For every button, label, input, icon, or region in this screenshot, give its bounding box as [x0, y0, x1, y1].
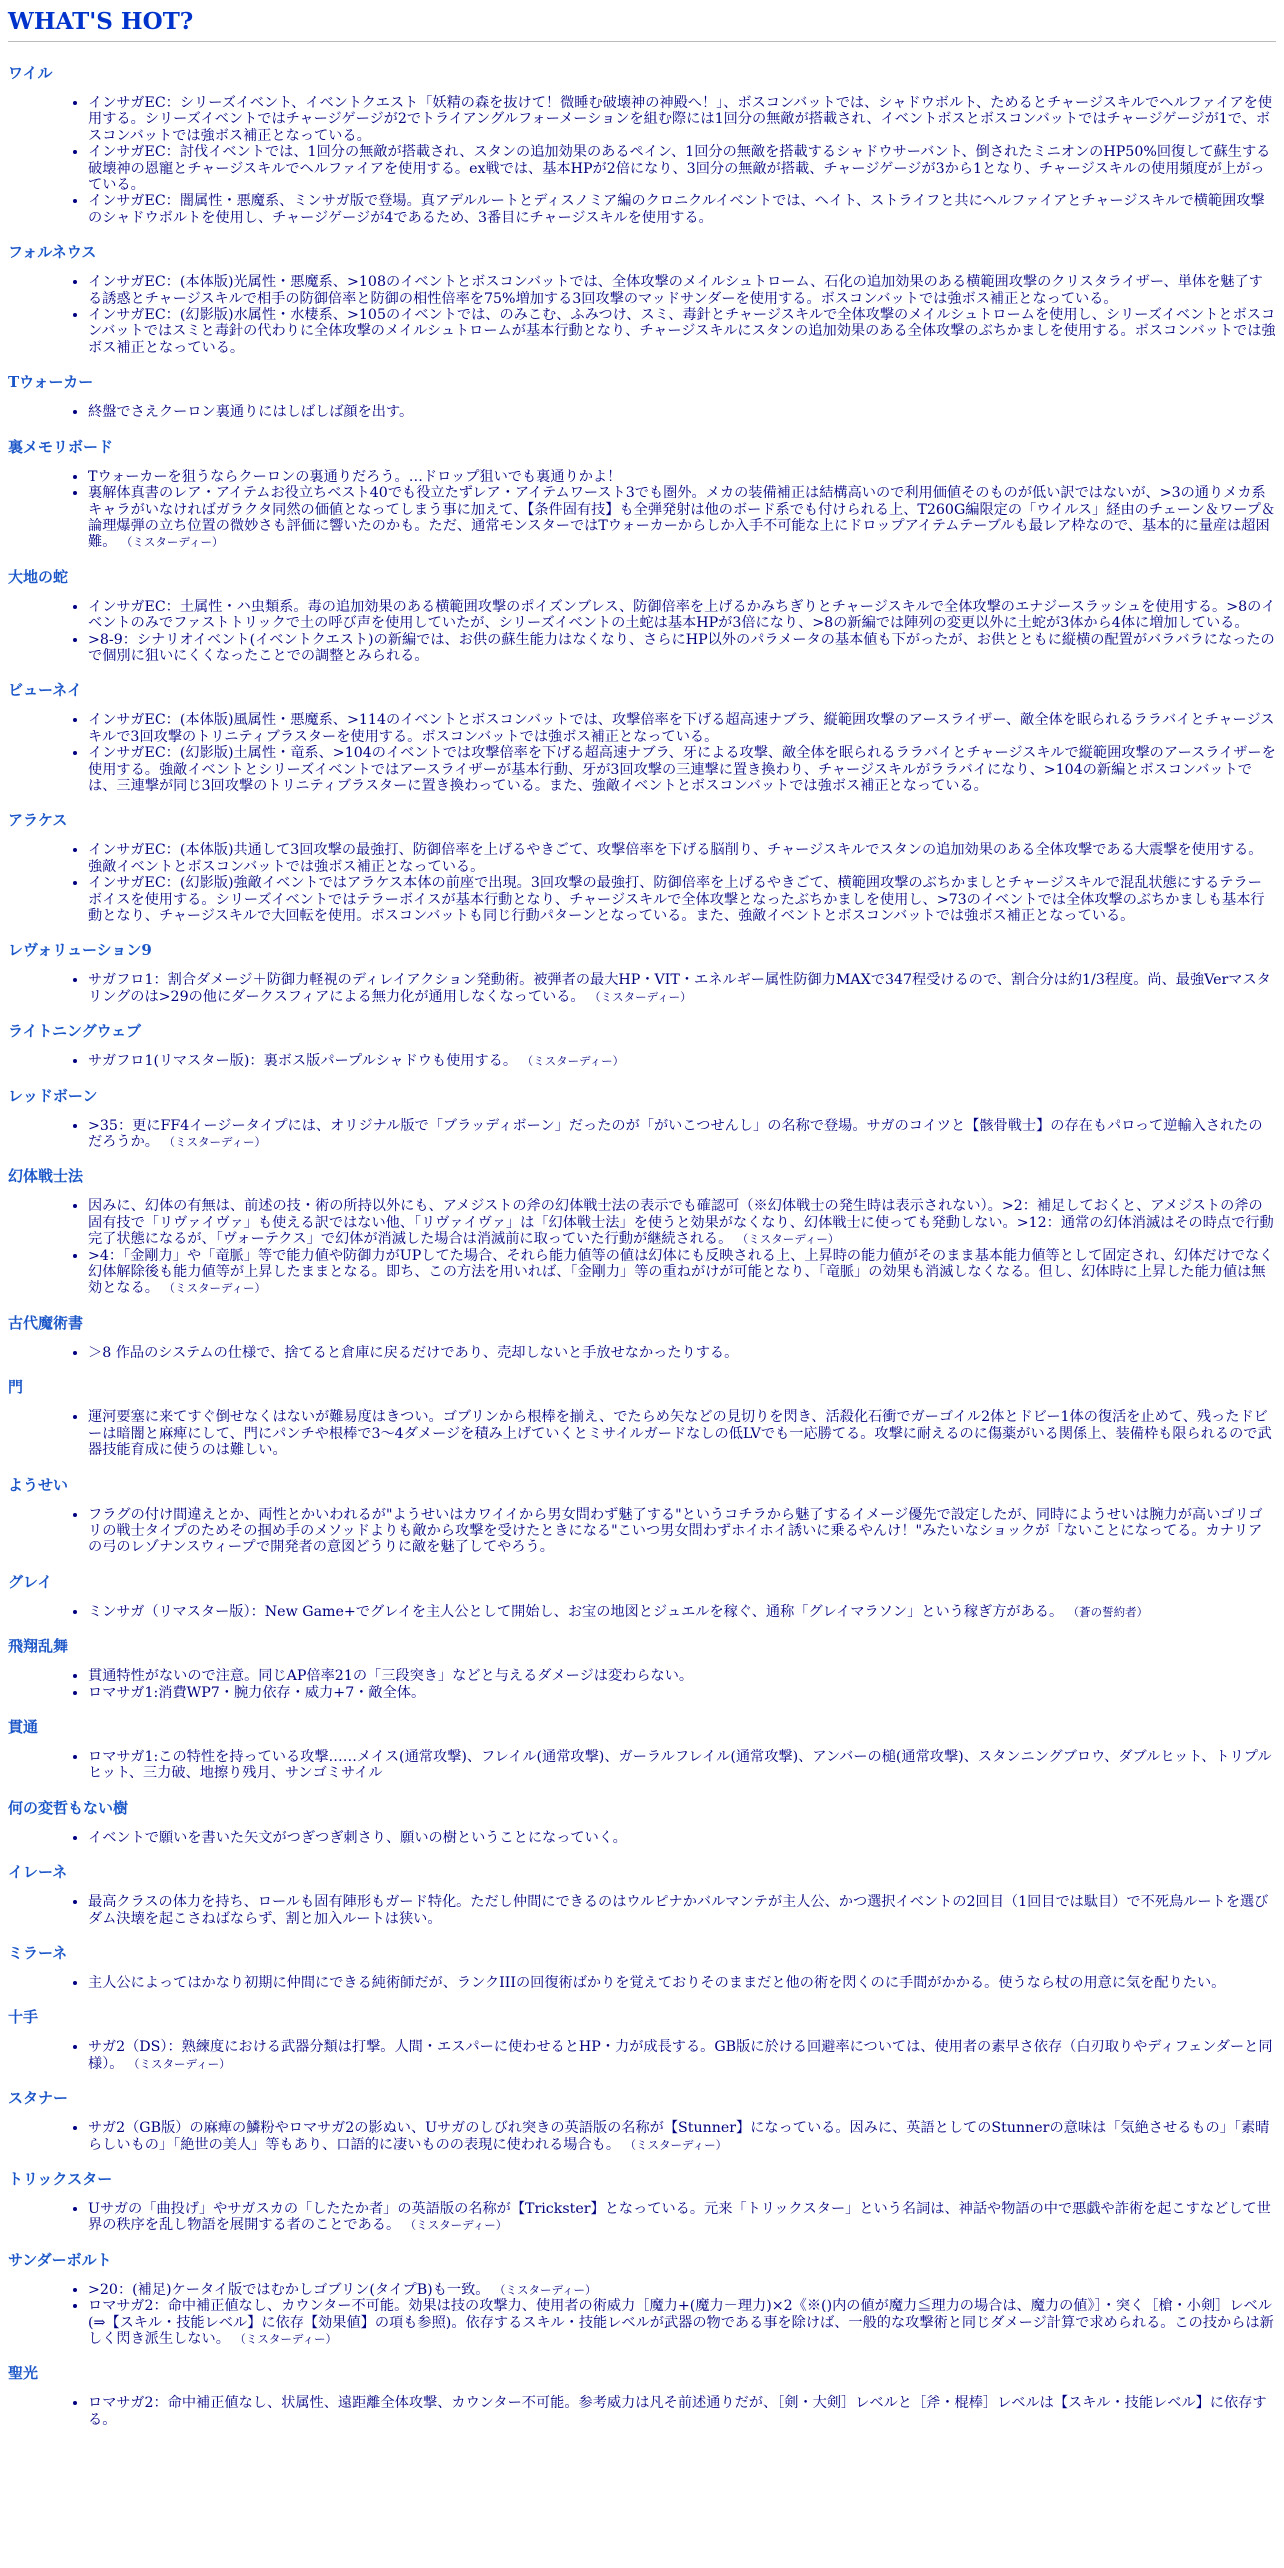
- section-heading-link[interactable]: 飛翔乱舞: [8, 1637, 69, 1656]
- article-section: [8, 1378, 1276, 1458]
- comment-item: [88, 1053, 1276, 1069]
- comment-item: [88, 1749, 1276, 1782]
- comment-text: サガ2（GB版）の麻痺の鱗粉やロマサガ2の影ぬい、Uサガのしびれ突きの英語版の名称が【Stunner】になっている。因みに、英語としてのStunnerの意味は「気絶させるもの」「素晴らしいもの」「絶世の美人」等もあり、口語的に凄いものの表現に使われる場合も。: [88, 2120, 1270, 2153]
- comment-author: （ミスターディー）: [404, 2218, 508, 2233]
- section-heading-link[interactable]: 幻体戦士法: [8, 1167, 84, 1186]
- comment-text: イベントで願いを書いた矢文がつぎつぎ刺さり、願いの樹ということになっていく。: [88, 1829, 627, 1846]
- comment-item: [88, 1118, 1276, 1151]
- comment-author: （ミスターディー）: [521, 1054, 625, 1069]
- section-heading-link[interactable]: 聖光: [8, 2364, 39, 2383]
- article-section: [8, 1863, 1276, 1927]
- comment-list: [8, 972, 1276, 1005]
- comment-item: [88, 745, 1276, 794]
- comment-text: インサガEC：(幻影版)水属性・水棲系、>105のイベントでは、のみこむ、ふみつけ、スミ、毒針とチャージスキルで全体攻撃のメイルシュトロームを使用し、シリーズイベントとボスコンバットではスミと毒針の代わりに全体攻撃のメイルシュトロームが基本行動となり、チャージスキルにスタンの追加効果のある全体攻撃のぶちかましを使用する。ボスコンバットでは強ボス補正となっている。: [88, 307, 1276, 356]
- article-section: [8, 2170, 1276, 2234]
- comment-item: [88, 144, 1276, 193]
- comment-list: [8, 2120, 1276, 2153]
- article-section: [8, 1087, 1276, 1151]
- comment-author: （ミスターディー）: [736, 1232, 840, 1247]
- comment-item: [88, 193, 1276, 226]
- comment-text: ロマサガ1:消費WP7・腕力依存・威力+7・敵全体。: [88, 1684, 426, 1701]
- comment-text: インサガEC：(幻影版)強敵イベントではアラケス本体の前座で出現。3回攻撃の最強打、防御倍率を上げるやきごて、横範囲攻撃のぶちかましとチャージスキルで混乱状態にするテラーボイスを使用する。シリーズイベントではテラーボイスが基本行動となり、チャージスキルで全体攻撃となったぶちかましを使用し、>73のイベントでは全体攻撃のぶちかましも基本行動となり、チャージスキルで大回転を使用。ボスコンバットも同じ行動パターンとなっている。また、強敵イベントとボスコンバットでは強ボス補正となっている。: [88, 875, 1265, 924]
- article-section: [8, 941, 1276, 1005]
- article-section: [8, 568, 1276, 665]
- comment-item: [88, 632, 1276, 665]
- comment-list: [8, 274, 1276, 356]
- section-heading-link[interactable]: ワイル: [8, 64, 53, 82]
- article-section: [8, 1799, 1276, 1846]
- comment-item: [88, 307, 1276, 356]
- comment-item: [88, 1685, 1276, 1701]
- section-heading-link[interactable]: 十手: [8, 2008, 39, 2027]
- comment-item: [88, 469, 1276, 485]
- comment-list: [8, 1198, 1276, 1296]
- comment-list: [8, 712, 1276, 794]
- comment-item: [88, 2298, 1276, 2347]
- section-heading-link[interactable]: 門: [8, 1378, 24, 1397]
- comment-list: [8, 1507, 1276, 1556]
- article-section: [8, 373, 1276, 420]
- comment-item: [88, 1345, 1276, 1361]
- comment-text: ロマサガ2：命中補正値なし、状属性、遠距離全体攻撃、カウンター不可能。参考威力は凡そ前述通りだが、［剣・大剣］レベルと［斧・棍棒］レベルは【スキル・技能レベル】に依存する。: [88, 2395, 1267, 2428]
- comment-text: サガ2（DS）：熟練度における武器分類は打撃。人間・エスパーに使わせるとHP・力が成長する。GB版に於ける回避率については、使用者の素早さ依存（白刃取りやディフェンダーと同様）。: [88, 2039, 1273, 2072]
- section-heading-link[interactable]: サンダーボルト: [8, 2250, 112, 2269]
- comment-text: 運河要塞に来てすぐ倒せなくはないが難易度はきつい。ゴブリンから根棒を揃え、でたらめ矢などの見切りを閃き、活殺化石衝でガーゴイル2体とドビー1体の復活を止めて、残ったドビーは暗闇と麻痺にして、門にパンチや根棒で3〜4ダメージを積み上げていくとミサイルガードなしの低LVでも一応勝てる。攻撃に耐えるのに傷薬がいる関係上、装備枠も限られるので武器技能育成に使うのは難しい。: [88, 1409, 1272, 1459]
- comment-item: [88, 274, 1276, 307]
- article-section: [8, 2364, 1276, 2428]
- comment-author: （ミスターディー）: [589, 989, 692, 1004]
- article-section: [8, 1718, 1276, 1782]
- comment-text: ＞8 作品のシステムの仕様で、捨てると倉庫に戻るだけであり、売却しないと手放せなかったりする。: [88, 1344, 739, 1361]
- comment-list: [8, 599, 1276, 665]
- comment-text: インサガEC：(本体版)風属性・悪魔系、>114のイベントとボスコンバットでは、攻撃倍率を下げる超高速ナブラ、縦範囲攻撃のアースライザー、敵全体を眠られるララバイとチャージスキルで3回攻撃のトリニティブラスターを使用する。ボスコンバットでは強ボス補正となっている。: [88, 712, 1275, 745]
- section-heading-link[interactable]: アラケス: [8, 811, 68, 830]
- comment-text: >35：更にFF4イージータイプには、オリジナル版で「ブラッディボーン」だったのが「がいこつせんし」の名称で登場。サガのコイツと【骸骨戦士】の存在もパロって逆輸入されたのだろうか。: [88, 1117, 1263, 1151]
- comment-item: [88, 875, 1276, 924]
- article-section: [8, 64, 1276, 226]
- comment-text: 主人公によってはかなり初期に仲間にできる純術師だが、ランクIIIの回復術ばかりを覚えておりそのままだと他の術を閃くのに手間がかかる。使うなら杖の用意に気を配りたい。: [88, 1974, 1226, 1991]
- comment-text: >4：「金剛力」や「竜脈」等で能力値や防御力がUPしてた場合、それら能力値等の値は幻体にも反映される上、上昇時の能力値がそのまま基本能力値等として固定され、幻体だけでなく幻体解除後も能力値等が上昇したままとなる。即ち、この方法を用いれば、「金剛力」等の重ねがけが可能となり、「竜脈」の効果も消滅しなくなる。但し、幻体時に上昇した能力値は無効となる。: [88, 1247, 1274, 1297]
- comment-list: [8, 95, 1276, 226]
- comment-author: （ミスターディー）: [624, 2137, 728, 2152]
- comment-item: [88, 2282, 1276, 2298]
- section-heading-link[interactable]: スタナー: [8, 2089, 69, 2108]
- comment-item: [88, 599, 1276, 632]
- comment-list: [8, 1830, 1276, 1846]
- comment-text: ロマサガ2：命中補正値なし、カウンター不可能。効果は技の攻撃力、使用者の術威力［魔力+(魔力－理力)×2《※()内の値が魔力≦理力の場合は、魔力の値》］・突く［槍・小剣］レベル(⇒【スキル・技能レベル】に依存【効果値】の項も参照)。依存するスキル・技能レベルが武器の物である事を除けば、一般的な攻撃術と同じダメージ計算で求められる。この技からは新しく閃き派生しない。: [88, 2298, 1274, 2348]
- article-section: [8, 1637, 1276, 1701]
- comment-text: >20：(補足)ケータイ版ではむかしゴブリン(タイプB)も一致。: [88, 2281, 490, 2298]
- comment-text: フラグの付け間違えとか、両性とかいわれるが"ようせいはカワイイから男女問わず魅了する"というコチラから魅了するイメージ優先で設定したが、同時にようせいは腕力が高いゴリゴリの戦士タイプのためその掴め手のメソッドよりも敵から攻撃を受けたときになる"こいつ男女問わずホイホイ誘いに乗るやんけ！"みたいなショックが「ないことになってる。カナリアの弓のレゾナンスウィープで開発者の意図どうりに敵を魅了してやろう。: [88, 1506, 1263, 1556]
- article-section: [8, 2251, 1276, 2348]
- comment-list: [8, 842, 1276, 924]
- comment-list: [8, 2201, 1276, 2234]
- section-heading-link[interactable]: グレイ: [8, 1572, 53, 1591]
- comment-list: [8, 2395, 1276, 2428]
- section-heading-link[interactable]: ライトニングウェブ: [8, 1022, 142, 1041]
- comment-item: [88, 2395, 1276, 2428]
- section-heading-link[interactable]: トリックスター: [8, 2170, 113, 2188]
- comment-item: [88, 1507, 1276, 1556]
- comment-text: サガフロ1：割合ダメージ＋防御力軽視のディレイアクション発動術。被弾者の最大HP・VIT・エネルギー属性防御力MAXで347程受けるので、割合分は約1/3程度。尚、最強Verマスタリングのは>29の他にダークスフィアによる無力化が通用しなくなっている。: [88, 972, 1271, 1005]
- comment-item: [88, 1248, 1276, 1297]
- article-section: [8, 1167, 1276, 1296]
- comment-item: [88, 712, 1276, 745]
- comment-list: [8, 1975, 1276, 1991]
- comment-text: インサガEC：土属性・ハ虫類系。毒の追加効果のある横範囲攻撃のポイズンブレス、防御倍率を上げるかみちぎりとチャージスキルで全体攻撃のエナジースラッシュを使用する。>8のイベントのみでファストトリックで土の呼び声を使用していたが、シリーズイベントの土蛇は基本HPが3倍になり、>8の新編では陣列の変更以外に土蛇が3体から4体に増加している。: [88, 598, 1276, 632]
- comment-item: [88, 1668, 1276, 1684]
- comment-item: [88, 2120, 1276, 2153]
- comment-list: [8, 1409, 1276, 1458]
- comment-text: インサガEC：(幻影版)土属性・竜系、>104のイベントでは攻撃倍率を下げる超高速ナブラ、牙による攻撃、敵全体を眠られるララバイとチャージスキルで縦範囲攻撃のアースライザーを使用する。強敵イベントとシリーズイベントではアースライザーが基本行動、牙が3回攻撃の三連撃に置き換わり、チャージスキルがララバイになり、>104の新編とボスコンバットでは、三連撃が同じ3回攻撃のトリニティブラスターに置き換わっている。また、強敵イベントとボスコンバットでは強ボス補正となっている。: [88, 745, 1276, 794]
- section-heading-link[interactable]: フォルネウス: [8, 243, 97, 262]
- comment-text: >8-9：シナリオイベント(イベントクエスト)の新編では、お供の蘇生能力はなくなり、さらにHP以外のパラメータの基本値も下がったが、お供とともに縦横の配置がバラバラになったので個別に狙いにくくなったことでの調整とみられる。: [88, 631, 1275, 664]
- article-section: [8, 1314, 1276, 1361]
- comment-list: [8, 2282, 1276, 2348]
- comment-author: （ミスターディー）: [493, 2282, 597, 2297]
- comment-list: [8, 1345, 1276, 1361]
- comment-author: （ミスターディー）: [120, 535, 224, 550]
- comment-author: （蒼の誓約者）: [1067, 1604, 1149, 1619]
- section-heading-link[interactable]: 古代魔術書: [8, 1313, 84, 1332]
- comment-item: [88, 1409, 1276, 1458]
- comment-item: [88, 1830, 1276, 1846]
- comment-text: インサガEC：闇属性・悪魔系、ミンサガ版で登場。真アデルルートとディスノミア編のクロニクルイベントでは、ヘイト、ストライフと共にヘルファイアとチャージスキルで横範囲攻撃のシャドウボルトを使用し、チャージゲージが4であるため、3番目にチャージスキルを使用する。: [88, 193, 1265, 226]
- comment-text: 因みに、幻体の有無は、前述の技・術の所持以外にも、アメジストの斧の幻体戦士法の表示でも確認可（※幻体戦士の発生時は表示されない）。>2：補足しておくと、アメジストの斧の固有技で「リヴァイヴァ」も使える訳ではない他、「リヴァイヴァ」は「幻体戦士法」を使うと効果がなくなり、幻体戦士に使っても発動しない。>12：通常の幻体消滅はその時点で行動完了状態になるが、「ヴォーテクス」で幻体が消滅した場合は消滅前に取っていた行動が継続される。: [88, 1198, 1274, 1248]
- comment-list: [8, 1749, 1276, 1782]
- comment-item: [88, 95, 1276, 144]
- comment-item: [88, 2039, 1276, 2072]
- comment-list: [8, 404, 1276, 420]
- comment-item: [88, 485, 1276, 551]
- section-heading-link[interactable]: 何の変哲もない樹: [8, 1798, 129, 1817]
- section-heading-link[interactable]: 裏メモリボード: [8, 437, 114, 456]
- comment-text: 貫通特性がないので注意。同じAP倍率21の「三段突き」などと与えるダメージは変わらない。: [88, 1668, 694, 1685]
- section-heading-link[interactable]: ビューネイ: [8, 681, 82, 700]
- comment-text: ロマサガ1:この特性を持っている攻撃……メイス(通常攻撃)、フレイル(通常攻撃)、ガーラルフレイル(通常攻撃)、アンバーの槌(通常攻撃)、スタンニングブロウ、ダブルヒット、トリプルヒット、三力破、地擦り残月、サンゴミサイル: [88, 1748, 1272, 1782]
- section-heading-link[interactable]: レヴォリューション9: [8, 941, 152, 960]
- article-section: [8, 2089, 1276, 2153]
- article-section: [8, 2008, 1276, 2072]
- page-title: WHAT'S HOT?: [8, 7, 1276, 42]
- comment-text: Tウォーカーを狙うならクーロンの裏通りだろう。…ドロップ狙いでも裏通りかよ！: [88, 468, 622, 485]
- comment-list: [8, 1894, 1276, 1927]
- comment-list: [8, 1668, 1276, 1701]
- comment-item: [88, 1604, 1276, 1620]
- comment-list: [8, 1053, 1276, 1069]
- article-section: [8, 243, 1276, 356]
- comment-list: [8, 1118, 1276, 1151]
- comment-text: 裏解体真書のレア・アイテムお役立ちベスト40でも役立たずレア・アイテムワースト3でも圏外。メカの装備補正は結構高いので利用価値そのものが低い訳ではないが、>3の通りメカ系キャラがいなければガラクタ同然の価値となってしまう事に加えて、【条件固有技】も全弾発射は他のボード系でも付けられる上、T260G編限定の「ウイルス」経由のチェーン＆ワープ＆論理爆弾の立ち位置の微妙さも評価に響いたのかも。ただ、通常モンスターではTウォーカーからしか入手不可能な上にドロップアイテムテーブルも最レア枠なので、基本的に量産は超困難。: [88, 485, 1276, 551]
- comment-text: 終盤でさえクーロン裏通りにはしばしば顔を出す。: [88, 404, 414, 421]
- article-section: [8, 438, 1276, 551]
- article-section: [8, 1944, 1276, 1991]
- section-heading-link[interactable]: ようせい: [8, 1475, 69, 1494]
- section-heading-link[interactable]: レッドボーン: [8, 1086, 98, 1105]
- comment-text: 最高クラスの体力を持ち、ロールも固有陣形もガード特化。ただし仲間にできるのはウルピナかバルマンテが主人公、かつ選択イベントの2回目（1回目では駄目）で不死鳥ルートを選びダム決壊を起こさねばならず、割と加入ルートは狭い。: [88, 1894, 1269, 1927]
- comment-author: （ミスターディー）: [234, 2332, 337, 2347]
- comment-item: [88, 2201, 1276, 2234]
- comment-item: [88, 404, 1276, 420]
- comment-text: ミンサガ（リマスター版）：New Game+でグレイを主人公として開始し、お宝の地図とジュエルを稼ぐ、通称「グレイマラソン」という稼ぎ方がある。: [88, 1603, 1064, 1620]
- section-heading-link[interactable]: Tウォーカー: [8, 373, 94, 392]
- section-heading-link[interactable]: 貫通: [8, 1717, 39, 1736]
- article-section: [8, 681, 1276, 794]
- comment-text: インサガEC：(本体版)共通して3回攻撃の最強打、防御倍率を上げるやきごて、攻撃倍率を下げる脳削り、チャージスキルでスタンの追加効果のある全体攻撃である大震撃を使用する。強敵イベントとボスコンバットでは強ボス補正となっている。: [88, 842, 1263, 875]
- comment-item: [88, 1198, 1276, 1247]
- comment-text: Uサガの「曲投げ」やサガスカの「したたか者」の英語版の名称が【Trickster】となっている。元来「トリックスター」という名詞は、神話や物語の中で悪戯や詐術を起こすなどして世界の秩序を乱し物語を展開する者のことである。: [88, 2201, 1271, 2234]
- comment-list: [8, 1604, 1276, 1620]
- section-heading-link[interactable]: イレーネ: [8, 1863, 68, 1882]
- comment-item: [88, 1975, 1276, 1991]
- article-section: [8, 1476, 1276, 1556]
- section-heading-link[interactable]: ミラーネ: [8, 1943, 68, 1962]
- article-list: [8, 64, 1276, 2428]
- comment-text: インサガEC：シリーズイベント、イベントクエスト「妖精の森を抜けて！微睡む破壊神の神殿へ！」、ボスコンバットでは、シャドウボルト、ためるとチャージスキルでヘルファイアを使用する。シリーズイベントではチャージゲージが2でトライアングルフォーメーションを組む際には1回分の無敵が搭載され、イベントボスとボスコンバットではチャージゲージが1で、ボスコンバットでは強ボス補正となっている。: [88, 95, 1273, 144]
- comment-author: （ミスターディー）: [163, 1135, 267, 1150]
- comment-item: [88, 842, 1276, 875]
- comment-author: （ミスターディー）: [127, 2056, 231, 2071]
- comment-author: （ミスターディー）: [163, 1281, 267, 1296]
- comment-text: インサガEC：討伐イベントでは、1回分の無敵が搭載され、スタンの追加効果のあるペイン、1回分の無敵を搭載するシャドウサーバント、倒されたミニオンのHP50%回復して蘇生する破壊神の恩寵とチャージスキルでヘルファイアを使用する。ex戦では、基本HPが2倍になり、3回分の無敵が搭載、チャージゲージが3から1となり、チャージスキルの使用頻度が上がっている。: [88, 144, 1271, 194]
- comment-item: [88, 1894, 1276, 1927]
- section-heading-link[interactable]: 大地の蛇: [8, 567, 69, 586]
- article-section: [8, 1573, 1276, 1620]
- comment-item: [88, 972, 1276, 1005]
- article-section: [8, 811, 1276, 924]
- comment-list: [8, 2039, 1276, 2072]
- article-section: [8, 1022, 1276, 1069]
- comment-text: インサガEC：(本体版)光属性・悪魔系、>108のイベントとボスコンバットでは、全体攻撃のメイルシュトローム、石化の追加効果のある横範囲攻撃のクリスタライザー、単体を魅了する誘惑とチャージスキルで相手の防御倍率と防御の相性倍率を75%増加する3回攻撃のマッドサンダーを使用する。ボスコンバットでは強ボス補正となっている。: [88, 274, 1263, 307]
- comment-text: サガフロ1(リマスター版)：裏ボス版パープルシャドウも使用する。: [88, 1053, 518, 1070]
- comment-list: [8, 469, 1276, 551]
